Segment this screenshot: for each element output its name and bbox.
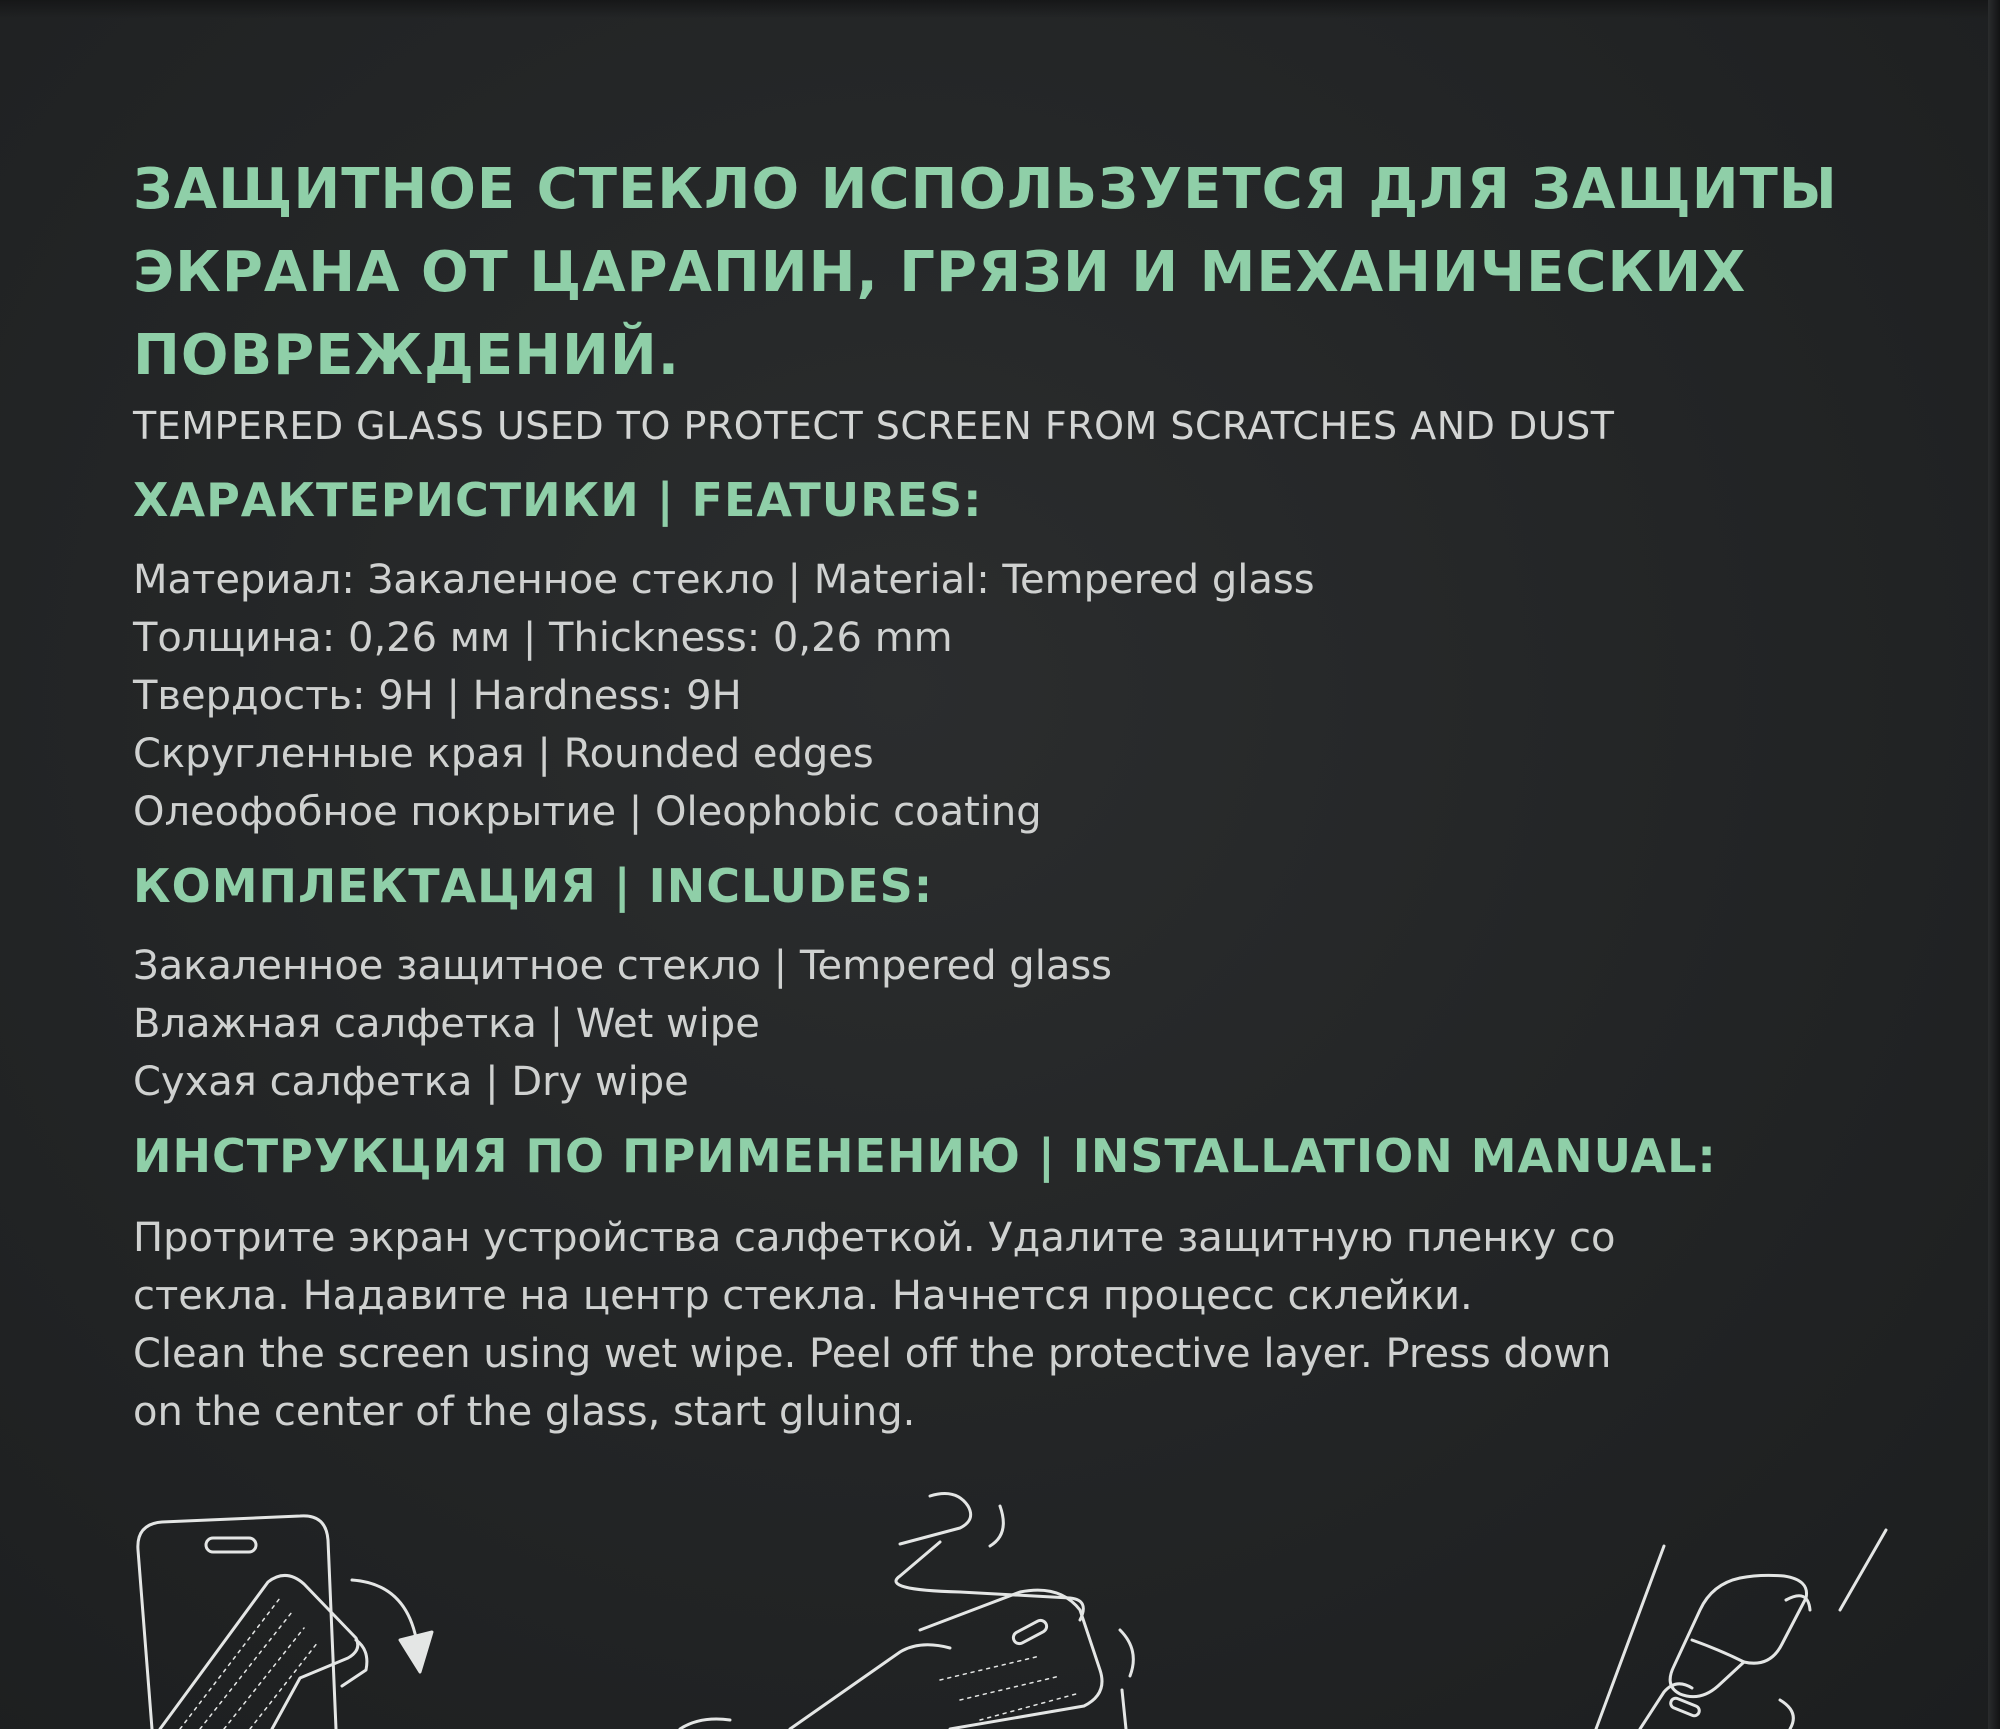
hand-press-glass-icon <box>1596 1530 1886 1729</box>
curved-arrow-icon <box>352 1580 432 1672</box>
manual-line: стекла. Надавите на центр стекла. Начнется процесс склейки. <box>133 1273 1473 1319</box>
headline <box>133 148 1893 397</box>
features-item: Олеофобное покрытие | Oleophobic coating <box>133 789 1042 835</box>
headline-line: ЭКРАНА ОТ ЦАРАПИН, ГРЯЗИ И МЕХАНИЧЕСКИХ <box>133 240 1747 305</box>
includes-item: Сухая салфетка | Dry wipe <box>133 1059 689 1105</box>
box-top-edge <box>0 0 2000 18</box>
english-subline: TEMPERED GLASS USED TO PROTECT SCREEN FROM SCRATCHES AND DUST <box>133 404 1615 448</box>
features-item: Скругленные края | Rounded edges <box>133 731 874 777</box>
manual-line: on the center of the glass, start gluing. <box>133 1389 916 1435</box>
features-list <box>133 551 1893 841</box>
manual-line: Протрите экран устройства салфеткой. Удалите защитную пленку со <box>133 1215 1616 1261</box>
phone-wipe-icon <box>138 1516 367 1729</box>
features-item: Толщина: 0,26 мм | Thickness: 0,26 mm <box>133 615 953 661</box>
features-title: ХАРАКТЕРИСТИКИ | FEATURES: <box>133 473 983 527</box>
manual-text <box>133 1209 1893 1441</box>
includes-item: Влажная салфетка | Wet wipe <box>133 1001 760 1047</box>
headline-line: ПОВРЕЖДЕНИЙ. <box>133 323 681 388</box>
package-text-block <box>133 148 1893 1441</box>
installation-illustrations <box>0 1480 2000 1729</box>
includes-item: Закаленное защитное стекло | Tempered glass <box>133 943 1113 989</box>
features-item: Твердость: 9H | Hardness: 9H <box>133 673 742 719</box>
box-right-edge <box>1988 0 2000 1729</box>
manual-line: Clean the screen using wet wipe. Peel off the protective layer. Press down <box>133 1331 1612 1377</box>
headline-line: ЗАЩИТНОЕ СТЕКЛО ИСПОЛЬЗУЕТСЯ ДЛЯ ЗАЩИТЫ <box>133 157 1838 222</box>
manual-title: ИНСТРУКЦИЯ ПО ПРИМЕНЕНИЮ | INSTALLATION MANUAL: <box>133 1129 1717 1183</box>
includes-title: КОМПЛЕКТАЦИЯ | INCLUDES: <box>133 859 934 913</box>
includes-list <box>133 937 1893 1111</box>
hand-peel-film-icon <box>680 1494 1133 1729</box>
features-item: Материал: Закаленное стекло | Material: Tempered glass <box>133 557 1315 603</box>
